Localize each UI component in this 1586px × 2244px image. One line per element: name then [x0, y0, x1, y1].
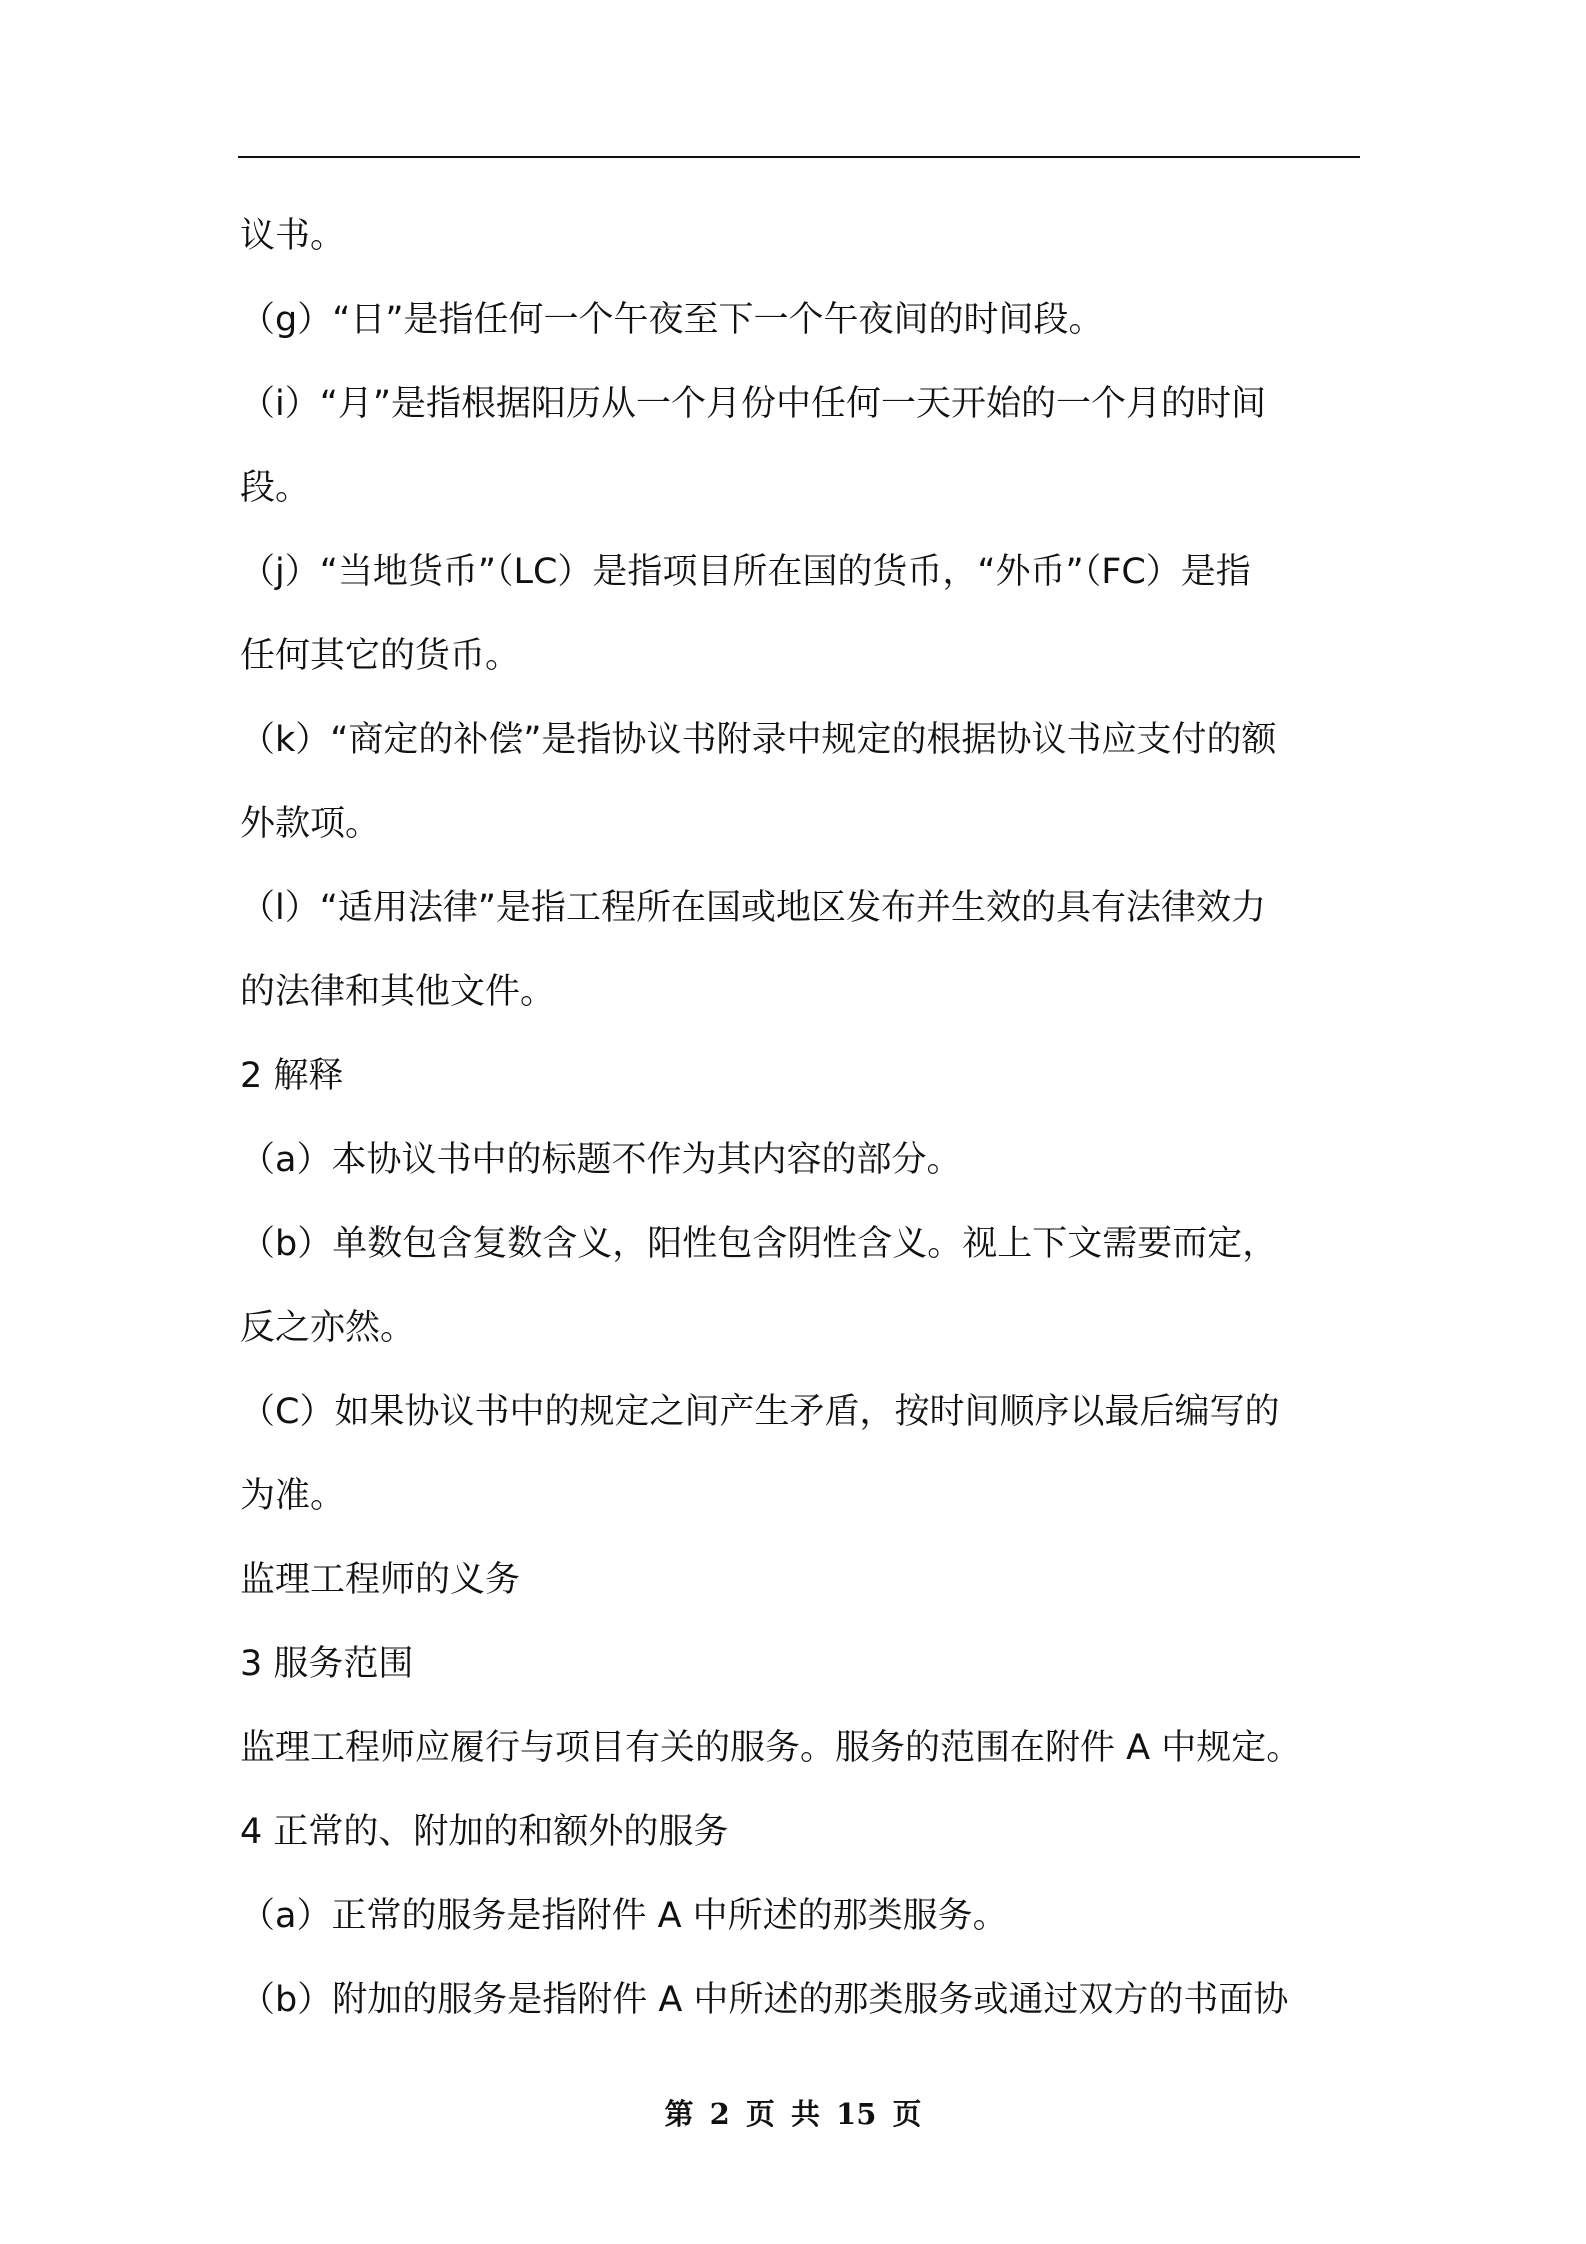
section-heading: 4 正常的、附加的和额外的服务: [240, 1812, 729, 1852]
text-line: （a）本协议书中的标题不作为其内容的部分。: [240, 1140, 962, 1180]
section-heading: 2 解释: [240, 1056, 344, 1096]
text-line: （b）附加的服务是指附件 A 中所述的那类服务或通过双方的书面协: [240, 1980, 1289, 2020]
text-line: 外款项。: [240, 804, 381, 844]
text-line: 反之亦然。: [240, 1308, 416, 1348]
text-line: （g）“日”是指任何一个午夜至下一个午夜间的时间段。: [240, 300, 1104, 340]
text-line: （i）“月”是指根据阳历从一个月份中任何一天开始的一个月的时间: [240, 384, 1266, 424]
text-line: 任何其它的货币。: [240, 636, 521, 676]
header-rule: [238, 156, 1360, 158]
text-line: 段。: [240, 468, 311, 508]
text-line: （C）如果协议书中的规定之间产生矛盾，按时间顺序以最后编写的: [240, 1392, 1280, 1432]
text-line: （j）“当地货币”（LC）是指项目所在国的货币，“外币”（FC）是指: [240, 552, 1251, 592]
text-line: 监理工程师应履行与项目有关的服务。服务的范围在附件 A 中规定。: [240, 1728, 1302, 1768]
section-heading: 监理工程师的义务: [240, 1560, 521, 1600]
text-line: （k）“商定的补偿”是指协议书附录中规定的根据协议书应支付的额: [240, 720, 1277, 760]
section-heading: 3 服务范围: [240, 1644, 414, 1684]
body-text: [240, 194, 1362, 2042]
text-line: 为准。: [240, 1476, 346, 1516]
page-number: 第 2 页 共 15 页: [664, 2097, 922, 2131]
text-line: （l）“适用法律”是指工程所在国或地区发布并生效的具有法律效力: [240, 888, 1266, 928]
text-line: 议书。: [240, 216, 346, 256]
text-line: （a）正常的服务是指附件 A 中所述的那类服务。: [240, 1896, 1008, 1936]
text-line: 的法律和其他文件。: [240, 972, 556, 1012]
text-line: （b）单数包含复数含义，阳性包含阴性含义。视上下文需要而定，: [240, 1224, 1278, 1264]
